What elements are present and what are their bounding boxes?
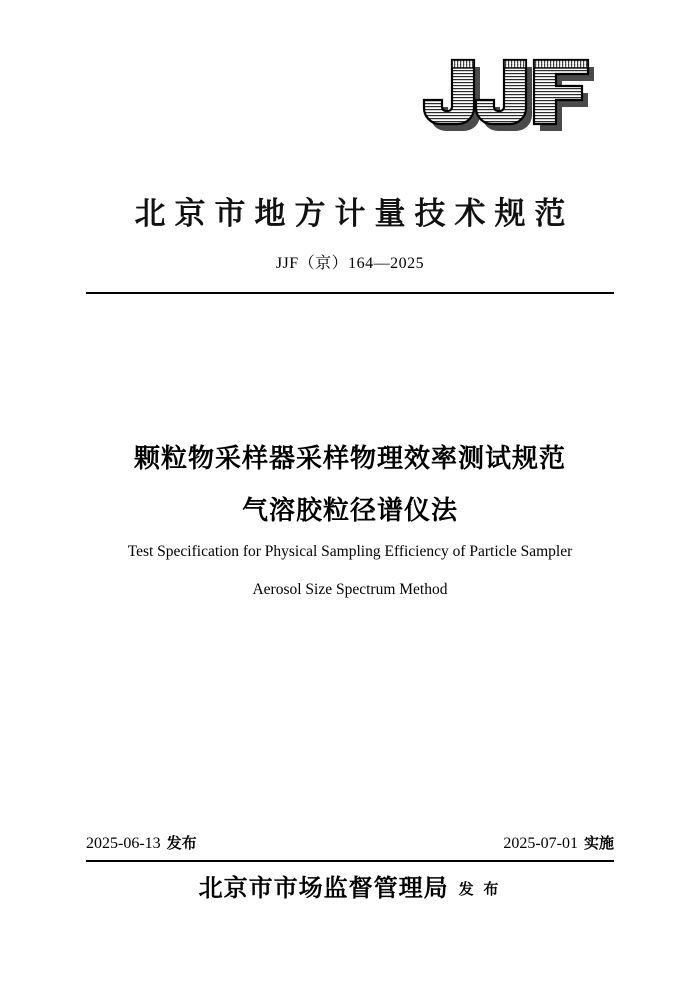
effective-label: 实施	[583, 836, 614, 852]
document-title-line1: 颗粒物采样器采样物理效率测试规范	[133, 444, 566, 473]
effective-date-group	[503, 832, 614, 853]
divider-bottom	[86, 860, 614, 862]
document-subtitle-line1: Test Specification for Physical Sampling Efficiency of Particle Sampler	[127, 543, 573, 560]
issue-label: 发布	[166, 836, 197, 852]
standard-number: JJF（京）164—2025	[275, 255, 425, 272]
document-subtitle-line2: Aerosol Size Spectrum Method	[252, 581, 448, 598]
issuer-verb: 发 布	[458, 882, 502, 898]
footer-dates	[86, 832, 614, 853]
effective-date: 2025-07-01	[503, 835, 578, 852]
jjf-logo-icon	[412, 58, 612, 136]
divider-top	[86, 292, 614, 294]
page-title: 北京市地方计量技术规范	[134, 196, 575, 231]
document-title-line2: 气溶胶粒径谱仪法	[241, 496, 458, 525]
issue-date: 2025-06-13	[86, 835, 161, 852]
issuer-line	[0, 868, 700, 903]
issuer-organization: 北京市市场监督管理局	[198, 876, 449, 902]
issue-date-group	[86, 832, 197, 853]
